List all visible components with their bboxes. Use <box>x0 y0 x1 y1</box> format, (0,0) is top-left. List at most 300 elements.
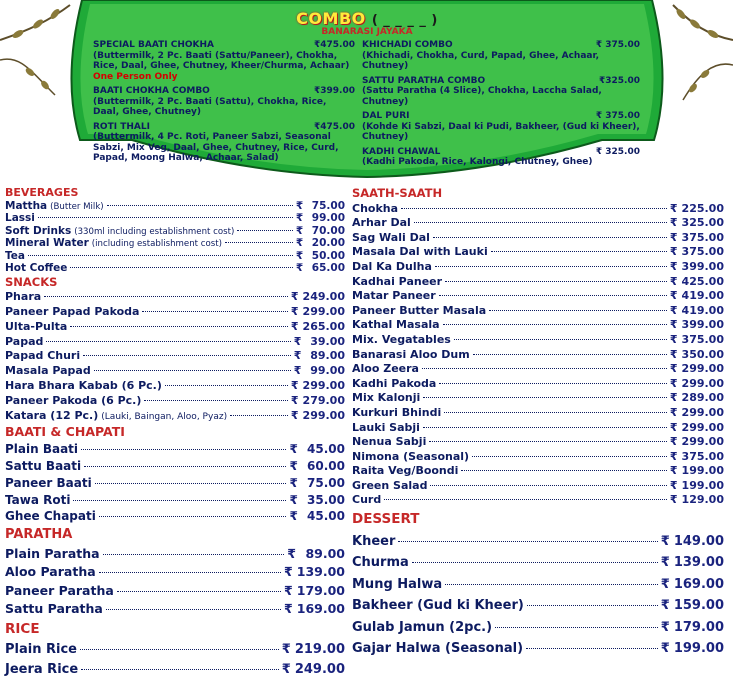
dotted-leader <box>70 326 288 327</box>
menu-item-plain-rice <box>5 640 345 660</box>
menu-item-tea <box>5 250 345 263</box>
menu-item-price: 299.00 <box>302 305 345 319</box>
menu-item-price: 50.00 <box>311 249 345 262</box>
menu-item-tawa-roti <box>5 492 345 509</box>
menu-item-aloo-zeera <box>352 362 724 377</box>
menu-item-hot-coffee <box>5 262 345 275</box>
currency-symbol: ₹ <box>293 334 302 348</box>
dotted-leader <box>495 627 658 628</box>
menu-item-price: 169.00 <box>673 576 724 592</box>
dotted-leader <box>230 415 288 416</box>
menu-item-name: Mung Halwa <box>352 576 443 592</box>
dotted-leader <box>433 237 667 238</box>
combo-item-description-text: (Buttermilk, 2 Pc. Baati (Sattu/Paneer), Chokha, Rice, Daal, Ghee, Chutney, Kheer/Churma, Achaar) <box>93 50 350 71</box>
combo-subtitle: BANARASI JAYAKA <box>321 27 413 37</box>
dotted-leader <box>99 572 281 573</box>
menu-item-price: 299.00 <box>681 420 724 434</box>
menu-left-column <box>5 186 345 680</box>
dotted-leader <box>401 208 667 209</box>
currency-symbol: ₹ <box>295 249 304 262</box>
dotted-leader <box>473 354 667 355</box>
menu-item-soft-drinks <box>5 225 345 238</box>
combo-item-header <box>362 40 640 51</box>
dotted-leader <box>70 267 293 268</box>
currency-symbol: ₹ <box>289 442 298 457</box>
menu-item-sattu-paratha <box>5 600 345 619</box>
category-beverages: BEVERAGES <box>5 186 79 199</box>
combo-item-description-text: (Buttermilk, 2 Pc. Baati (Sattu), Chokha, Rice, Daal, Ghee, Chutney) <box>93 96 327 117</box>
currency-symbol: ₹ <box>669 245 678 259</box>
currency-symbol: ₹ <box>660 598 670 614</box>
menu-item-name: Papad Churi <box>5 349 81 363</box>
dotted-leader <box>81 449 286 450</box>
dotted-leader <box>445 281 667 282</box>
menu-item-name: Raita Veg/Boondi <box>352 464 459 478</box>
menu-item-price: 399.00 <box>681 259 724 273</box>
combo-item-description-text: (Kadhi Pakoda, Rice, Kalongi, Chutney, Ghee) <box>362 157 593 167</box>
menu-item-price: 45.00 <box>307 442 345 457</box>
menu-item-note: (Butter Milk) <box>50 201 104 212</box>
menu-item-price: 35.00 <box>307 492 345 507</box>
combo-item-name: KADHI CHAWAL <box>362 146 441 157</box>
combo-item-header <box>362 111 640 122</box>
menu-item-paneer-baati <box>5 475 345 492</box>
menu-item-name: Kheer <box>352 533 396 549</box>
dotted-leader <box>73 500 286 501</box>
menu-item-mix-vegatables <box>352 333 724 348</box>
dotted-leader <box>526 648 658 649</box>
menu-item-name: Mineral Water <box>5 237 89 249</box>
currency-symbol: ₹ <box>669 259 678 273</box>
menu-item-name: Banarasi Aloo Dum <box>352 347 470 361</box>
combo-item-header <box>362 76 640 87</box>
currency-symbol: ₹ <box>669 216 678 230</box>
dotted-leader <box>412 562 658 563</box>
combo-item-description-text: (Khichadi, Chokha, Curd, Papad, Ghee, Achaar, Chutney) <box>362 50 600 71</box>
menu-item-name: Plain Rice <box>5 641 77 657</box>
combo-section <box>62 0 672 178</box>
currency-symbol: ₹ <box>669 362 678 376</box>
currency-symbol: ₹ <box>669 274 678 288</box>
menu-item-price: 89.00 <box>305 545 345 561</box>
dotted-leader <box>44 296 288 297</box>
dotted-leader <box>107 205 293 206</box>
menu-item-price: 199.00 <box>681 464 724 478</box>
dotted-leader <box>165 385 288 386</box>
menu-item-name: Masala Papad <box>5 364 91 378</box>
menu-item-name: Hara Bhara Kabab (6 Pc.) <box>5 379 162 393</box>
menu-item-name: Tawa Roti <box>5 492 71 507</box>
dotted-leader <box>84 466 286 467</box>
category-snacks: SNACKS <box>5 274 58 289</box>
currency-symbol: ₹ <box>669 318 678 332</box>
menu-item-price: 299.00 <box>302 379 345 393</box>
dotted-leader <box>398 541 657 542</box>
menu-item-dal-ka-dulha <box>352 260 724 275</box>
menu-item-price: 89.00 <box>310 349 345 363</box>
currency-symbol: ₹ <box>669 303 678 317</box>
menu-item-paneer-papad-pakoda <box>5 305 345 320</box>
currency-symbol: ₹ <box>669 478 678 492</box>
menu-item-price: 289.00 <box>681 391 724 405</box>
currency-symbol: ₹ <box>284 601 293 617</box>
menu-item-mattha <box>5 200 345 213</box>
currency-symbol: ₹ <box>669 347 678 361</box>
combo-item-description-text: (Sattu Paratha (4 Slice), Chokha, Laccha Salad, Chutney) <box>362 86 602 107</box>
menu-item-name: Sattu Paratha <box>5 601 103 617</box>
menu-item-name: Hot Coffee <box>5 262 68 274</box>
menu-item-price: 265.00 <box>302 319 345 333</box>
currency-symbol: ₹ <box>284 564 293 580</box>
menu-item-price: 139.00 <box>673 555 724 571</box>
dotted-leader <box>142 311 287 312</box>
menu-item-name: Paneer Butter Masala <box>352 303 487 317</box>
menu-item-name: Green Salad <box>352 478 428 492</box>
menu-item-name: Lassi <box>5 212 35 224</box>
menu-item-price: 65.00 <box>311 262 345 274</box>
menu-item-name: Masala Dal with Lauki <box>352 245 488 259</box>
combo-item-price: ₹475.00 <box>314 121 355 132</box>
menu-item-sattu-baati <box>5 458 345 475</box>
dotted-leader <box>430 485 666 486</box>
dotted-leader <box>445 584 658 585</box>
currency-symbol: ₹ <box>660 619 670 635</box>
dotted-leader <box>237 230 293 231</box>
currency-symbol: ₹ <box>290 305 299 319</box>
menu-item-price: 299.00 <box>302 408 345 422</box>
dotted-leader <box>28 255 293 256</box>
combo-item-name: BAATI CHOKHA COMBO <box>93 86 210 96</box>
currency-symbol: ₹ <box>293 364 302 378</box>
menu-item-price: 149.00 <box>673 533 724 549</box>
menu-item-mineral-water <box>5 237 345 250</box>
dotted-leader <box>443 324 667 325</box>
combo-title: COMBO ( _ _ _ _ ) <box>296 9 438 28</box>
currency-symbol: ₹ <box>669 493 678 507</box>
menu-item-name: Dal Ka Dulha <box>352 259 432 273</box>
menu-item-price: 129.00 <box>681 493 724 507</box>
currency-symbol: ₹ <box>281 641 291 657</box>
menu-item-name: Tea <box>5 249 25 262</box>
menu-item-raita-veg-boondi <box>352 464 724 479</box>
menu-item-price: 225.00 <box>681 201 724 215</box>
menu-item-name: Kadhai Paneer <box>352 274 443 288</box>
menu-item-kadhi-pakoda <box>352 377 724 392</box>
dotted-leader <box>103 554 285 555</box>
menu-item-price: 199.00 <box>673 641 724 657</box>
combo-item-special-baati-chokha <box>93 40 355 82</box>
combo-item-name: SATTU PARATHA COMBO <box>362 75 486 86</box>
combo-item-price: ₹ 375.00 <box>595 111 640 121</box>
menu-item-price: 139.00 <box>296 564 345 580</box>
menu-item-lauki-sabji <box>352 421 724 436</box>
dotted-leader <box>491 251 667 252</box>
menu-item-sag-wali-dal <box>352 231 724 246</box>
menu-item-name: Gajar Halwa (Seasonal) <box>352 641 524 657</box>
combo-item-name: ROTI THALI <box>93 121 150 132</box>
currency-symbol: ₹ <box>284 582 293 598</box>
currency-symbol: ₹ <box>289 492 298 507</box>
menu-item-price: 425.00 <box>681 274 724 288</box>
menu-item-gajar-halwa-seasonal <box>352 638 724 660</box>
menu-item-price: 199.00 <box>681 478 724 492</box>
dotted-leader <box>117 591 281 592</box>
combo-item-description <box>93 97 355 118</box>
dotted-leader <box>489 310 667 311</box>
combo-item-sattu-paratha-combo <box>362 76 640 108</box>
combo-item-note: One Person Only <box>93 71 178 82</box>
menu-item-katara-12-pc <box>5 409 345 424</box>
menu-item-curd <box>352 493 724 508</box>
menu-item-ulta-pulta <box>5 320 345 335</box>
combo-right-column <box>362 40 640 172</box>
currency-symbol: ₹ <box>290 408 299 422</box>
menu-item-price: 299.00 <box>681 435 724 449</box>
currency-symbol: ₹ <box>293 349 302 363</box>
menu-item-price: 99.00 <box>310 364 345 378</box>
menu-item-price: 219.00 <box>294 641 345 657</box>
menu-item-paneer-pakoda-6-pc <box>5 394 345 409</box>
menu-item-name: Chokha <box>352 201 399 215</box>
menu-item-price: 20.00 <box>311 237 345 249</box>
menu-item-arhar-dal <box>352 216 724 231</box>
dotted-leader <box>80 649 279 650</box>
menu-item-name: Arhar Dal <box>352 216 411 230</box>
menu-item-name: Jeera Rice <box>5 661 79 677</box>
dotted-leader <box>454 339 667 340</box>
combo-left-column <box>93 40 355 168</box>
menu-item-name: Paneer Baati <box>5 475 92 490</box>
dotted-leader <box>94 370 291 371</box>
menu-item-chokha <box>352 202 724 217</box>
currency-symbol: ₹ <box>669 230 678 244</box>
menu-item-name: Kadhi Pakoda <box>352 376 437 390</box>
combo-item-name: KHICHADI COMBO <box>362 40 453 50</box>
menu-item-price: 375.00 <box>681 245 724 259</box>
menu-item-name: Ulta-Pulta <box>5 319 68 333</box>
menu-item-price: 399.00 <box>681 318 724 332</box>
menu-item-price: 375.00 <box>681 230 724 244</box>
combo-item-kadhi-chawal <box>362 147 640 168</box>
menu-item-price: 75.00 <box>307 475 345 490</box>
menu-item-price: 279.00 <box>302 393 345 407</box>
dotted-leader <box>422 368 667 369</box>
menu-item-plain-baati <box>5 441 345 458</box>
currency-symbol: ₹ <box>669 464 678 478</box>
menu-item-price: 60.00 <box>307 459 345 474</box>
menu-item-price: 249.00 <box>294 661 345 677</box>
menu-item-price: 299.00 <box>681 405 724 419</box>
combo-item-price: ₹475.00 <box>314 40 355 50</box>
currency-symbol: ₹ <box>669 391 678 405</box>
currency-symbol: ₹ <box>290 393 299 407</box>
menu-item-masala-papad <box>5 364 345 379</box>
menu-item-price: 299.00 <box>681 362 724 376</box>
combo-item-description-text: (Kohde Ki Sabzi, Daal ki Pudi, Bakheer, (Gud ki Kheer), Chutney) <box>362 121 640 142</box>
currency-symbol: ₹ <box>669 332 678 346</box>
menu-item-name: Aloo Zeera <box>352 362 419 376</box>
menu-item-gulab-jamun-2pc <box>352 617 724 639</box>
combo-item-price: ₹399.00 <box>314 86 355 96</box>
menu-item-name: Sag Wali Dal <box>352 230 430 244</box>
currency-symbol: ₹ <box>669 449 678 463</box>
combo-item-description <box>362 157 640 168</box>
combo-item-baati-chokha-combo <box>93 86 355 118</box>
menu-item-name: Paneer Paratha <box>5 582 114 598</box>
combo-item-price: ₹ 325.00 <box>595 146 640 157</box>
currency-symbol: ₹ <box>295 237 304 249</box>
menu-item-name: Matar Paneer <box>352 289 436 303</box>
dotted-leader <box>46 341 290 342</box>
dotted-leader <box>423 397 667 398</box>
combo-item-khichadi-combo <box>362 40 640 72</box>
menu-item-lassi <box>5 212 345 225</box>
category-saath-saath: SAATH-SAATH <box>352 186 443 200</box>
menu-item-green-salad <box>352 479 724 494</box>
menu-item-papad-churi <box>5 349 345 364</box>
combo-item-name: SPECIAL BAATI CHOKHA <box>93 40 214 50</box>
menu-item-nimona-seasonal <box>352 450 724 465</box>
menu-right-column <box>352 186 724 660</box>
dotted-leader <box>423 427 667 428</box>
combo-item-description-text: (Buttermilk, 4 Pc. Roti, Paneer Sabzi, Seasonal Sabzi, Mix Veg, Daal, Ghee, Chutney, Rice, Curd, Papad, Moong Halwa, Achaar, Salad) <box>93 132 339 163</box>
menu-item-name: Curd <box>352 493 382 507</box>
category-paratha: PARATHA <box>5 527 73 543</box>
dotted-leader <box>439 383 667 384</box>
dotted-leader <box>414 222 667 223</box>
menu-item-price: 375.00 <box>681 449 724 463</box>
menu-item-hara-bhara-kabab-6-pc <box>5 379 345 394</box>
currency-symbol: ₹ <box>290 379 299 393</box>
menu-item-price: 375.00 <box>681 332 724 346</box>
currency-symbol: ₹ <box>295 199 304 212</box>
menu-item-note: (330ml including establishment cost) <box>74 226 235 237</box>
combo-item-description <box>93 132 355 164</box>
menu-item-name: Churma <box>352 555 409 571</box>
combo-item-header <box>93 122 355 133</box>
menu-item-price: 169.00 <box>296 601 345 617</box>
menu-item-price: 39.00 <box>310 334 345 348</box>
menu-item-name: Nenua Sabji <box>352 435 427 449</box>
combo-item-roti-thali <box>93 122 355 164</box>
currency-symbol: ₹ <box>660 555 670 571</box>
currency-symbol: ₹ <box>669 405 678 419</box>
menu-item-name: Sattu Baati <box>5 459 82 474</box>
currency-symbol: ₹ <box>289 459 298 474</box>
menu-item-kathal-masala <box>352 318 724 333</box>
menu-item-name: Ghee Chapati <box>5 509 96 524</box>
menu-item-kurkuri-bhindi <box>352 406 724 421</box>
currency-symbol: ₹ <box>295 212 304 224</box>
currency-symbol: ₹ <box>295 262 304 274</box>
combo-item-description <box>93 51 355 83</box>
currency-symbol: ₹ <box>669 201 678 215</box>
combo-item-description <box>362 122 640 143</box>
menu-item-jeera-rice <box>5 660 345 680</box>
menu-item-name: Gulab Jamun (2pc.) <box>352 619 493 635</box>
category-baati-chapati: BAATI & CHAPATI <box>5 424 125 440</box>
menu-item-name: Kurkuri Bhindi <box>352 405 442 419</box>
menu-item-name: Papad <box>5 334 44 348</box>
dotted-leader <box>83 355 291 356</box>
menu-item-price: 419.00 <box>681 289 724 303</box>
currency-symbol: ₹ <box>290 290 299 304</box>
dotted-leader <box>439 295 667 296</box>
menu-item-note: (including establishment cost) <box>91 239 222 249</box>
currency-symbol: ₹ <box>669 435 678 449</box>
menu-item-paneer-paratha <box>5 582 345 601</box>
menu-item-name: Soft Drinks <box>5 224 72 237</box>
dotted-leader <box>106 609 281 610</box>
menu-item-kadhai-paneer <box>352 275 724 290</box>
menu-item-masala-dal-with-lauki <box>352 245 724 260</box>
currency-symbol: ₹ <box>669 376 678 390</box>
menu-item-paneer-butter-masala <box>352 304 724 319</box>
menu-item-ghee-chapati <box>5 508 345 525</box>
combo-item-header <box>362 147 640 158</box>
dotted-leader <box>95 483 287 484</box>
menu-item-name: Mix Kalonji <box>352 391 421 405</box>
menu-item-name: Nimona (Seasonal) <box>352 449 470 463</box>
dotted-leader <box>527 605 658 606</box>
combo-item-header <box>93 40 355 51</box>
dotted-leader <box>38 217 293 218</box>
currency-symbol: ₹ <box>287 545 296 561</box>
dotted-leader <box>472 456 667 457</box>
combo-item-price: ₹325.00 <box>599 75 640 86</box>
menu-item-price: 325.00 <box>681 216 724 230</box>
menu-item-name: Plain Baati <box>5 442 79 457</box>
menu-item-matar-paneer <box>352 289 724 304</box>
dotted-leader <box>144 400 288 401</box>
menu-item-price: 350.00 <box>681 347 724 361</box>
menu-item-name: Paneer Pakoda (6 Pc.) <box>5 393 142 407</box>
dotted-leader <box>429 441 667 442</box>
menu-item-name: Kathal Masala <box>352 318 440 332</box>
menu-item-price: 419.00 <box>681 303 724 317</box>
currency-symbol: ₹ <box>281 661 291 677</box>
menu-item-bakheer-gud-ki-kheer <box>352 595 724 617</box>
currency-symbol: ₹ <box>289 475 298 490</box>
currency-symbol: ₹ <box>669 289 678 303</box>
menu-item-price: 179.00 <box>673 619 724 635</box>
dotted-leader <box>384 499 667 500</box>
menu-item-price: 249.00 <box>302 290 345 304</box>
menu-item-name: Bakheer (Gud ki Kheer) <box>352 598 524 614</box>
menu-item-plain-paratha <box>5 545 345 564</box>
menu-item-name: Plain Paratha <box>5 545 100 561</box>
menu-item-name: Phara <box>5 290 42 304</box>
menu-item-name: Mattha <box>5 199 48 212</box>
menu-item-price: 70.00 <box>311 224 345 237</box>
dotted-leader <box>461 470 666 471</box>
dotted-leader <box>81 669 279 670</box>
menu-item-mung-halwa <box>352 574 724 596</box>
menu-item-name: Aloo Paratha <box>5 564 96 580</box>
combo-item-header <box>93 86 355 97</box>
currency-symbol: ₹ <box>669 420 678 434</box>
dotted-leader <box>444 412 667 413</box>
menu-item-kheer <box>352 531 724 553</box>
combo-item-dal-puri <box>362 111 640 143</box>
combo-item-description <box>362 51 640 72</box>
combo-item-name: DAL PURI <box>362 111 410 121</box>
menu-item-phara <box>5 290 345 305</box>
menu-item-name: Lauki Sabji <box>352 420 420 434</box>
menu-item-name: Mix. Vegatables <box>352 332 451 346</box>
dotted-leader <box>225 242 293 243</box>
currency-symbol: ₹ <box>660 576 670 592</box>
